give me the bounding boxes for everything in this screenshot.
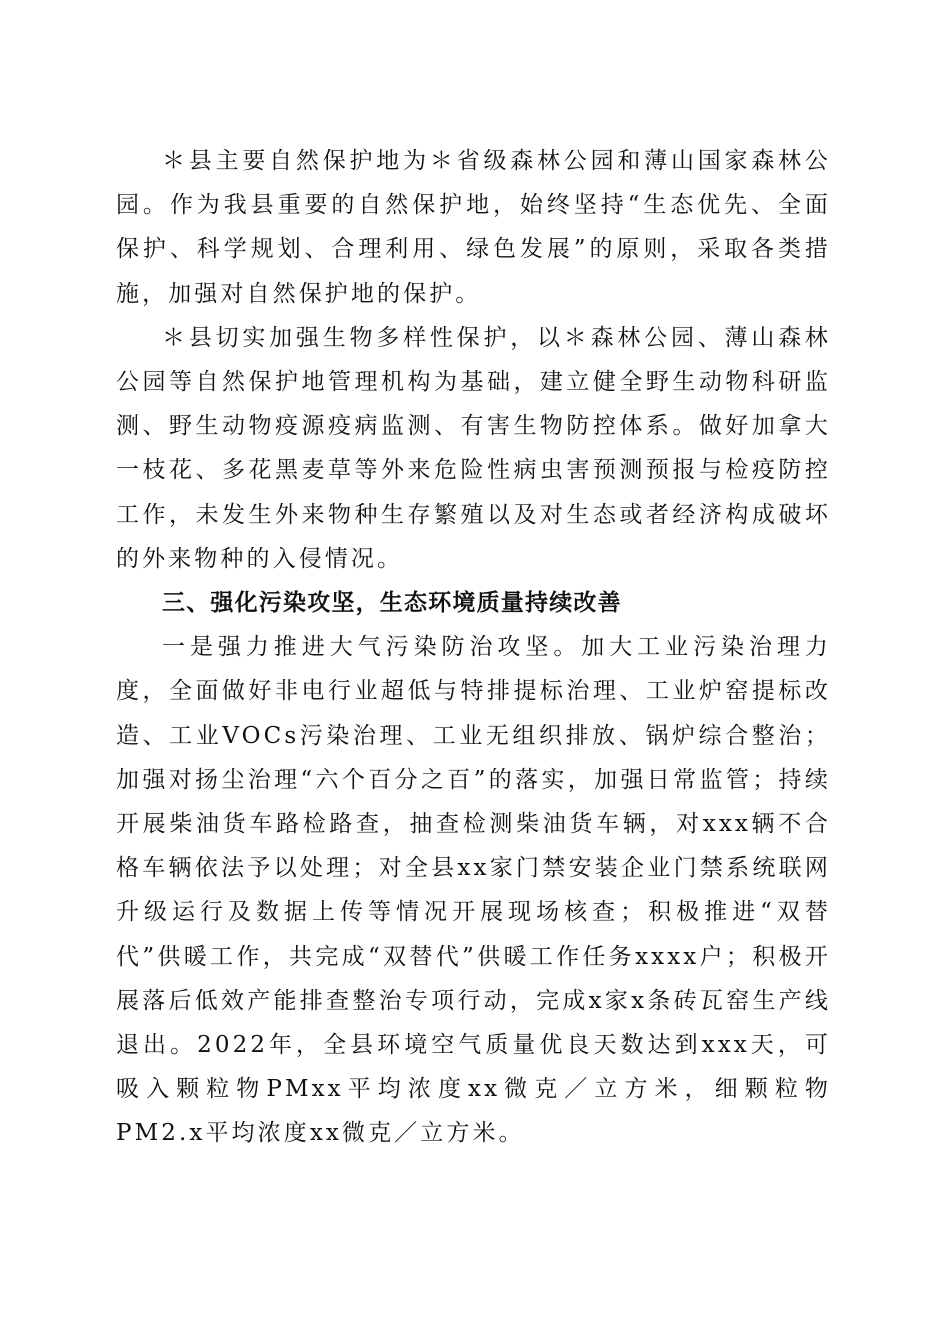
- section-heading: 三、强化污染攻坚，生态环境质量持续改善: [162, 590, 622, 617]
- paragraph-body-text: 加大工业污染治理力度，全面做好非电行业超低与特排提标治理、工业炉窑提标改造、工业VOCs污染治理、工业无组织排放、锅炉综合整治；加强对扬尘治理“六个百分之百”的落实，加强日常监管；持续开展柴油货车路检路查，抽查检测柴油货车辆，对xxx辆不合格车辆依法予以处理；对全县xx家门禁安装企业门禁系统联网升级运行及数据上传等情况开展现场核查；积极推进“双替代”供暖工作，共完成“双替代”供暖工作任务xxxx户；积极开展落后低效产能排查整治专项行动，完成x家x条砖瓦窑生产线退出。2022年，全县环境空气质量优良天数达到xxx天，可吸入颗粒物PMxx平均浓度xx微克／立方米，细颗粒物PM2.x平均浓度xx微克／立方米。: [116, 634, 831, 1147]
- paragraph-protected-areas: ＊县主要自然保护地为＊省级森林公园和薄山国家森林公园。作为我县重要的自然保护地，始终坚持“生态优先、全面保护、科学规划、合理利用、绿色发展”的原则，采取各类措施，加强对自然保护地的保护。: [116, 148, 831, 307]
- paragraph-lead-sentence: 一是强力推进大气污染防治攻坚。: [162, 634, 582, 661]
- paragraph-biodiversity: ＊县切实加强生物多样性保护，以＊森林公园、薄山森林公园等自然保护地管理机构为基础，建立健全野生动物科研监测、野生动物疫源疫病监测、有害生物防控体系。做好加拿大一枝花、多花黑麦草等外来危险性病虫害预测预报与检疫防控工作，未发生外来物种生存繁殖以及对生态或者经济构成破坏的外来物种的入侵情况。: [116, 324, 831, 572]
- document-body: [116, 139, 831, 1156]
- paragraph-air-pollution: [116, 625, 831, 1155]
